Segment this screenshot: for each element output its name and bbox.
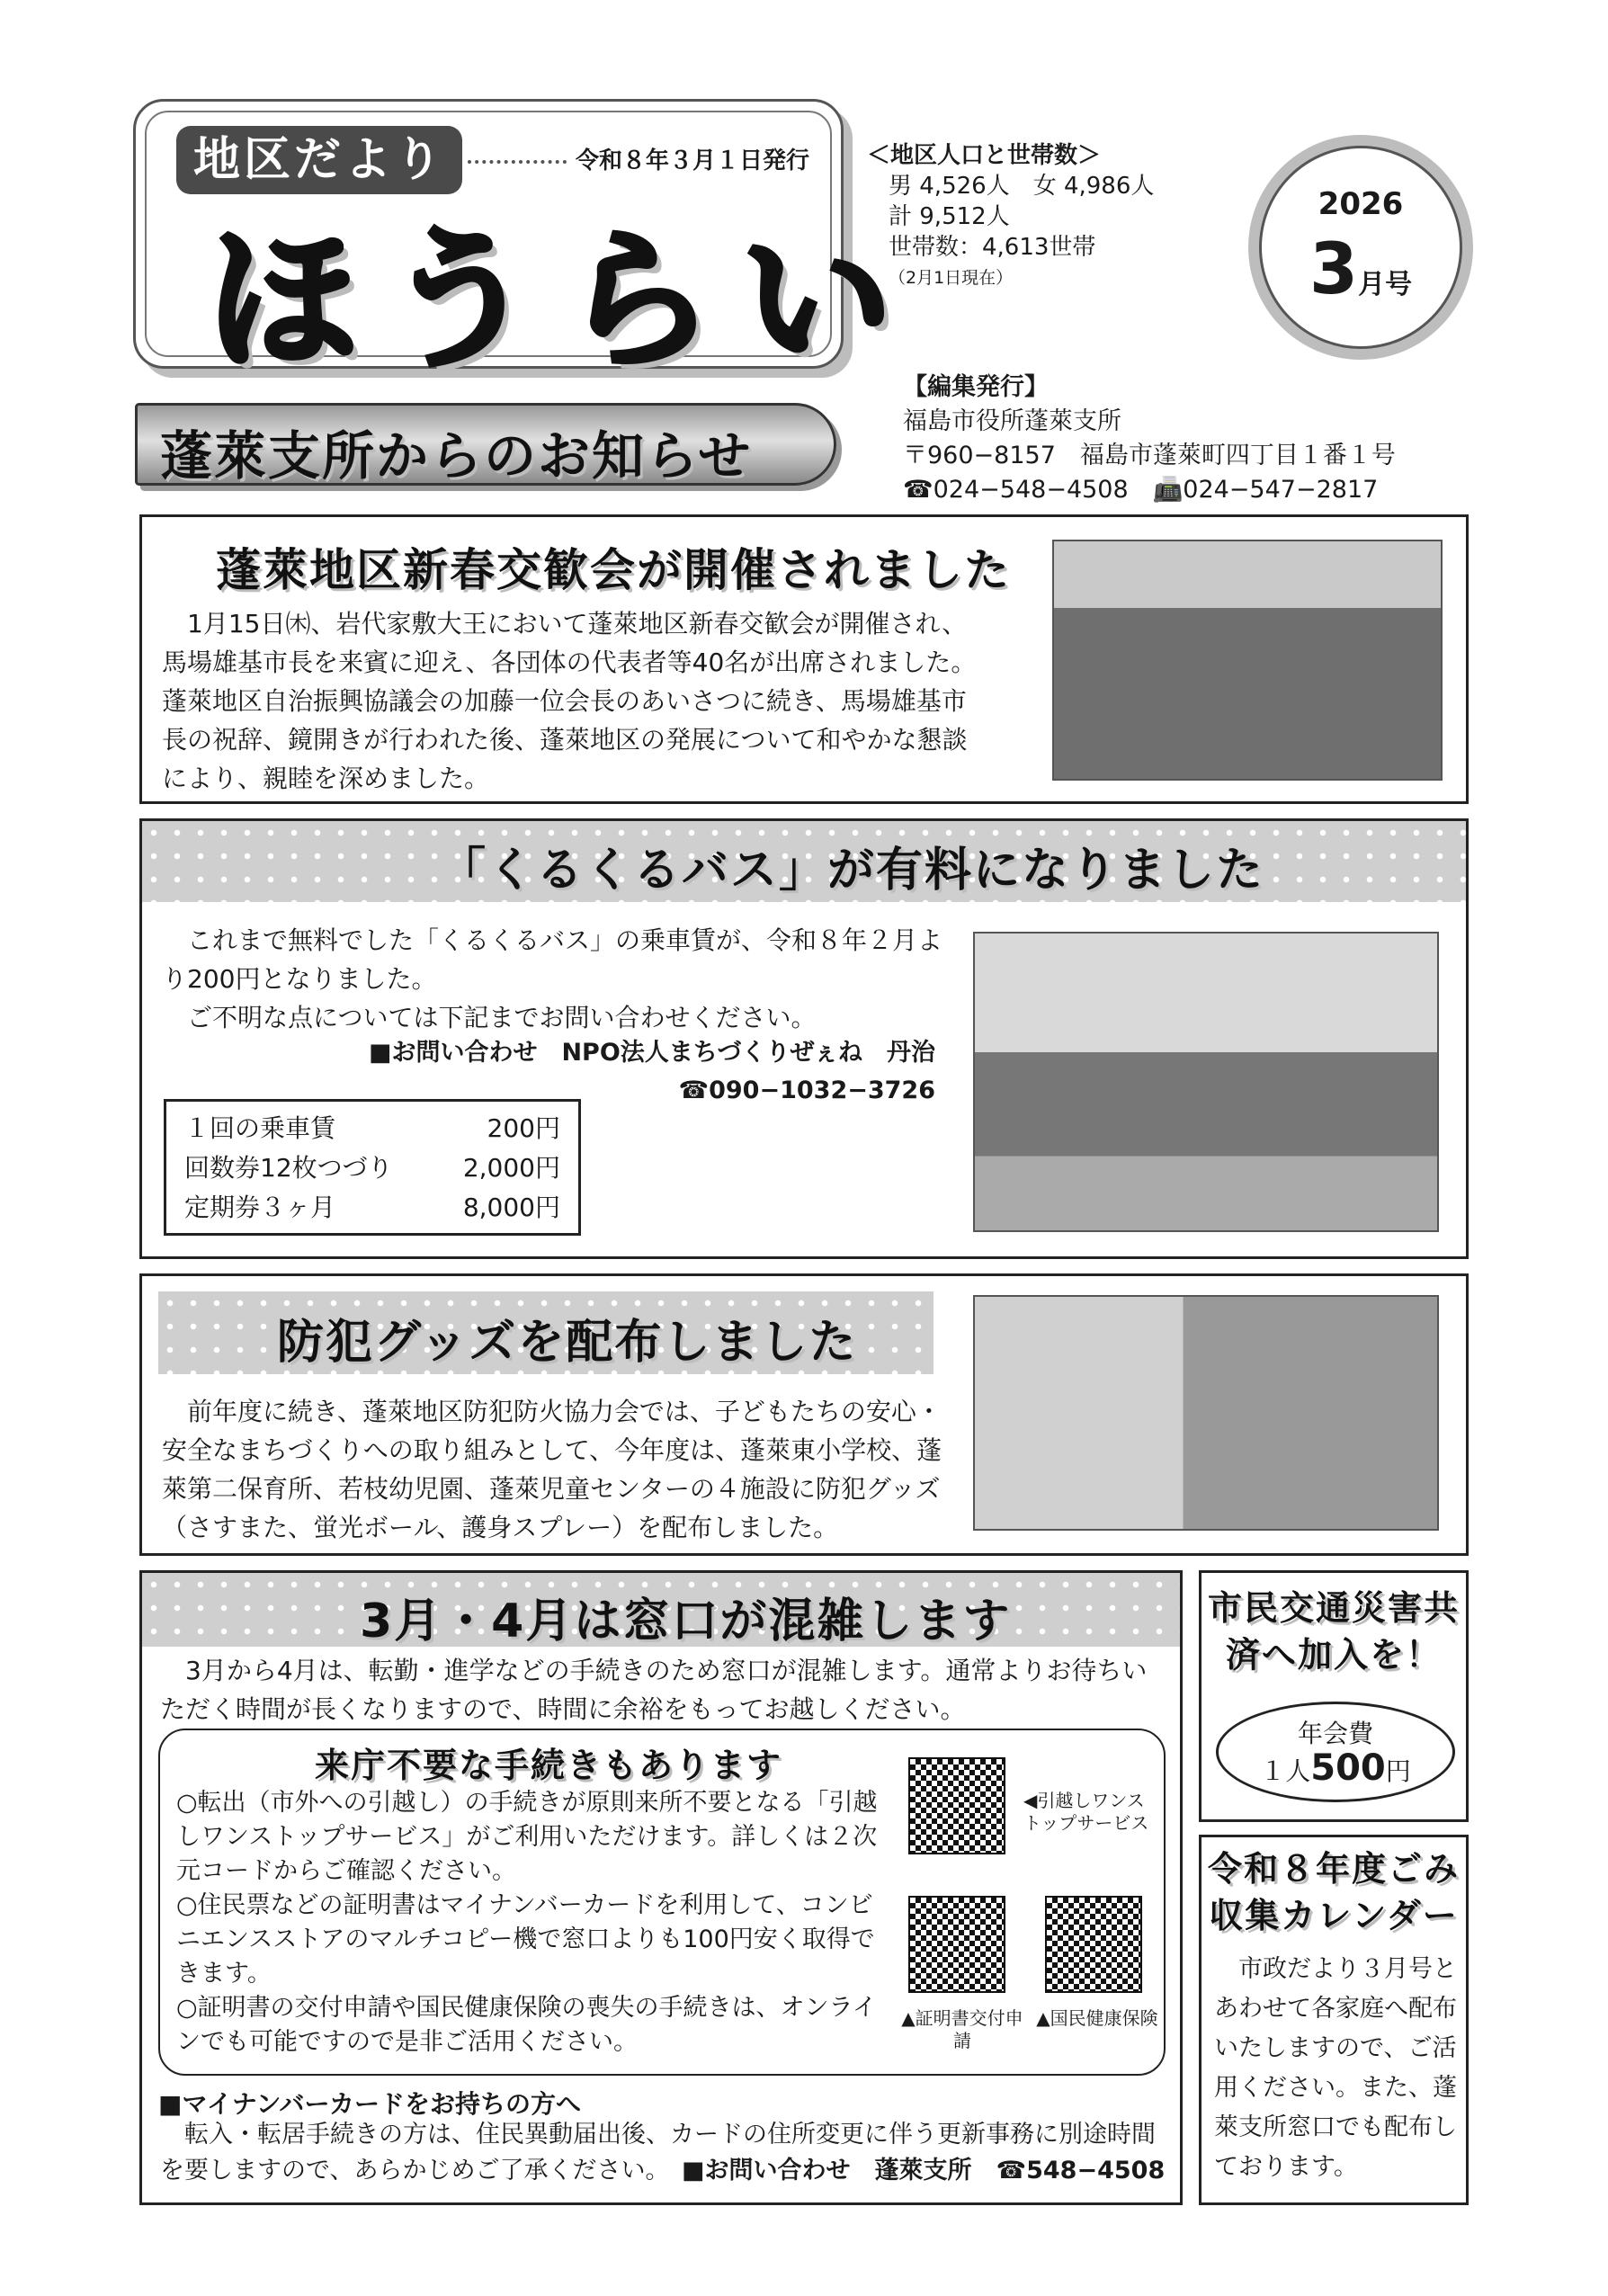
population-heading: ＜地区人口と世帯数＞	[867, 142, 1102, 169]
qr-code-moving-service[interactable]	[908, 1757, 1005, 1854]
article-body: 前年度に続き、蓬萊地区防犯防火協力会では、子どもたちの安心・安全なまちづくりへの取り組みとして、今年度は、蓬萊東小学校、蓬萊第二保育所、若枝幼児園、蓬萊児童センターの４施設に防犯グッズ（さすまた、蛍光ボール、護身スプレー）を配布しました。	[162, 1397, 942, 1542]
population-info	[867, 140, 1154, 293]
publisher-info	[903, 371, 1396, 507]
dotted-leader	[468, 160, 567, 164]
qr-label: ▲国民健康保険	[1036, 2007, 1158, 2029]
mynumber-heading: ■マイナンバーカードをお持ちの方へ	[158, 2089, 581, 2119]
fare-row: １回の乗車賃 200円	[184, 1113, 560, 1143]
issue-year: 2026	[1318, 186, 1404, 222]
publisher-address: 〒960−8157 福島市蓬萊町四丁目１番１号	[903, 442, 1396, 469]
contact-info: ■お問い合わせ NPO法人まちづくりぜぇね 丹治 ☎090−1032−3726	[368, 1039, 935, 1104]
sidebar-heading: 令和８年度ごみ収集カレンダー	[1207, 1849, 1460, 1935]
issue-date: 令和８年３月１日発行	[576, 147, 810, 174]
sidebar-body: 市政だより３月号とあわせて各家庭へ配布いたしますので、ご活用ください。また、蓬萊支所窓口でも配布しております。	[1214, 1955, 1457, 2181]
sidebar-heading: 市民交通災害共済へ加入を！	[1207, 1588, 1460, 1675]
population-households: 世帯数：4,613世帯	[889, 234, 1096, 261]
bus-photo	[973, 932, 1439, 1232]
goods-photo	[973, 1295, 1439, 1531]
list-item: ○住民票などの証明書はマイナンバーカードを利用して、コンビニエンスストアのマルチコピー機で窓口よりも100円安く取得できます。	[176, 1891, 875, 1988]
online-procedures-heading: 来庁不要な手続きもあります	[315, 1746, 783, 1785]
article-body: 3月から4月は、転勤・進学などの手続きのため窓口が混雑します。通常よりお待ちいただく時間が長くなりますので、時間に余裕をもってお越しください。	[160, 1656, 1148, 1724]
article-heading: 蓬萊地区新春交歓会が開催されました	[216, 544, 1011, 596]
newsletter-title: ほうらい	[207, 212, 919, 389]
issue-month: 3月号	[1309, 229, 1413, 310]
fare-row: 定期券３ヶ月 8,000円	[184, 1193, 560, 1222]
list-item: ○転出（市外への引越し）の手続きが原則来所不要となる「引越しワンストップサービス」がご利用いただけます。詳しくは２次元コードからご確認ください。	[176, 1789, 878, 1885]
masthead-tag: 地区だより	[176, 126, 462, 194]
population-total: 計 9,512人	[889, 203, 1010, 230]
list-item: ○証明書の交付申請や国民健康保険の喪失の手続きは、オンラインでも可能ですので是非ご活用ください。	[176, 1994, 877, 2056]
publisher-phone: ☎024−548−4508 📠024−547−2817	[903, 476, 1379, 504]
qr-code-health-insurance[interactable]	[1045, 1896, 1142, 1993]
event-photo	[1052, 540, 1443, 781]
qr-label: ▲証明書交付申請	[901, 2007, 1023, 2051]
article-heading: 防犯グッズを配布しました	[277, 1316, 858, 1370]
population-date: （2月1日現在）	[889, 268, 1014, 288]
article-heading: 3月・4月は窓口が混雑します	[360, 1595, 1012, 1648]
mynumber-contact: ■お問い合わせ 蓬萊支所 ☎548−4508	[681, 2157, 1166, 2184]
mynumber-body: 転入・転居手続きの方は、住民異動届出後、カードの住所変更に伴う更新事務に別途時間を要しますので、あらかじめご了承ください。 ■お問い合わせ 蓬萊支所 ☎548−4508	[160, 2121, 1166, 2184]
qr-code-certificate[interactable]	[908, 1896, 1005, 1993]
fare-row: 回数券12枚つづり 2,000円	[184, 1153, 560, 1183]
article-heading: 「くるくるバス」が有料になりました	[439, 844, 1265, 898]
qr-label: ◀引越しワンストップサービス	[1023, 1790, 1149, 1834]
article-body: 1月15日㈭、岩代家敷大王において蓬萊地区新春交歓会が開催され、馬場雄基市長を来賓に迎え、各団体の代表者等40名が出席されました。蓬萊地区自治振興協議会の加藤一位会長のあいさつに続き、馬場雄基市長の祝辞、鏡開きが行われた後、蓬萊地区の発展について和やかな懇談により、親睦を深めました。	[162, 609, 977, 793]
annual-fee: 年会費 １人500円	[1216, 1702, 1455, 1802]
publisher-heading: 【編集発行】	[903, 373, 1049, 401]
fare-table	[164, 1099, 581, 1236]
banner-title: 蓬萊支所からのお知らせ	[160, 425, 753, 487]
publisher-org: 福島市役所蓬萊支所	[903, 407, 1121, 435]
online-procedures-list	[176, 1786, 878, 2059]
article-body: これまで無料でした「くるくるバス」の乗車賃が、令和８年２月より200円となりました。 ご不明な点については下記までお問い合わせください。	[162, 925, 943, 1032]
population-gender: 男 4,526人 女 4,986人	[889, 173, 1155, 200]
issue-badge	[1248, 135, 1473, 360]
